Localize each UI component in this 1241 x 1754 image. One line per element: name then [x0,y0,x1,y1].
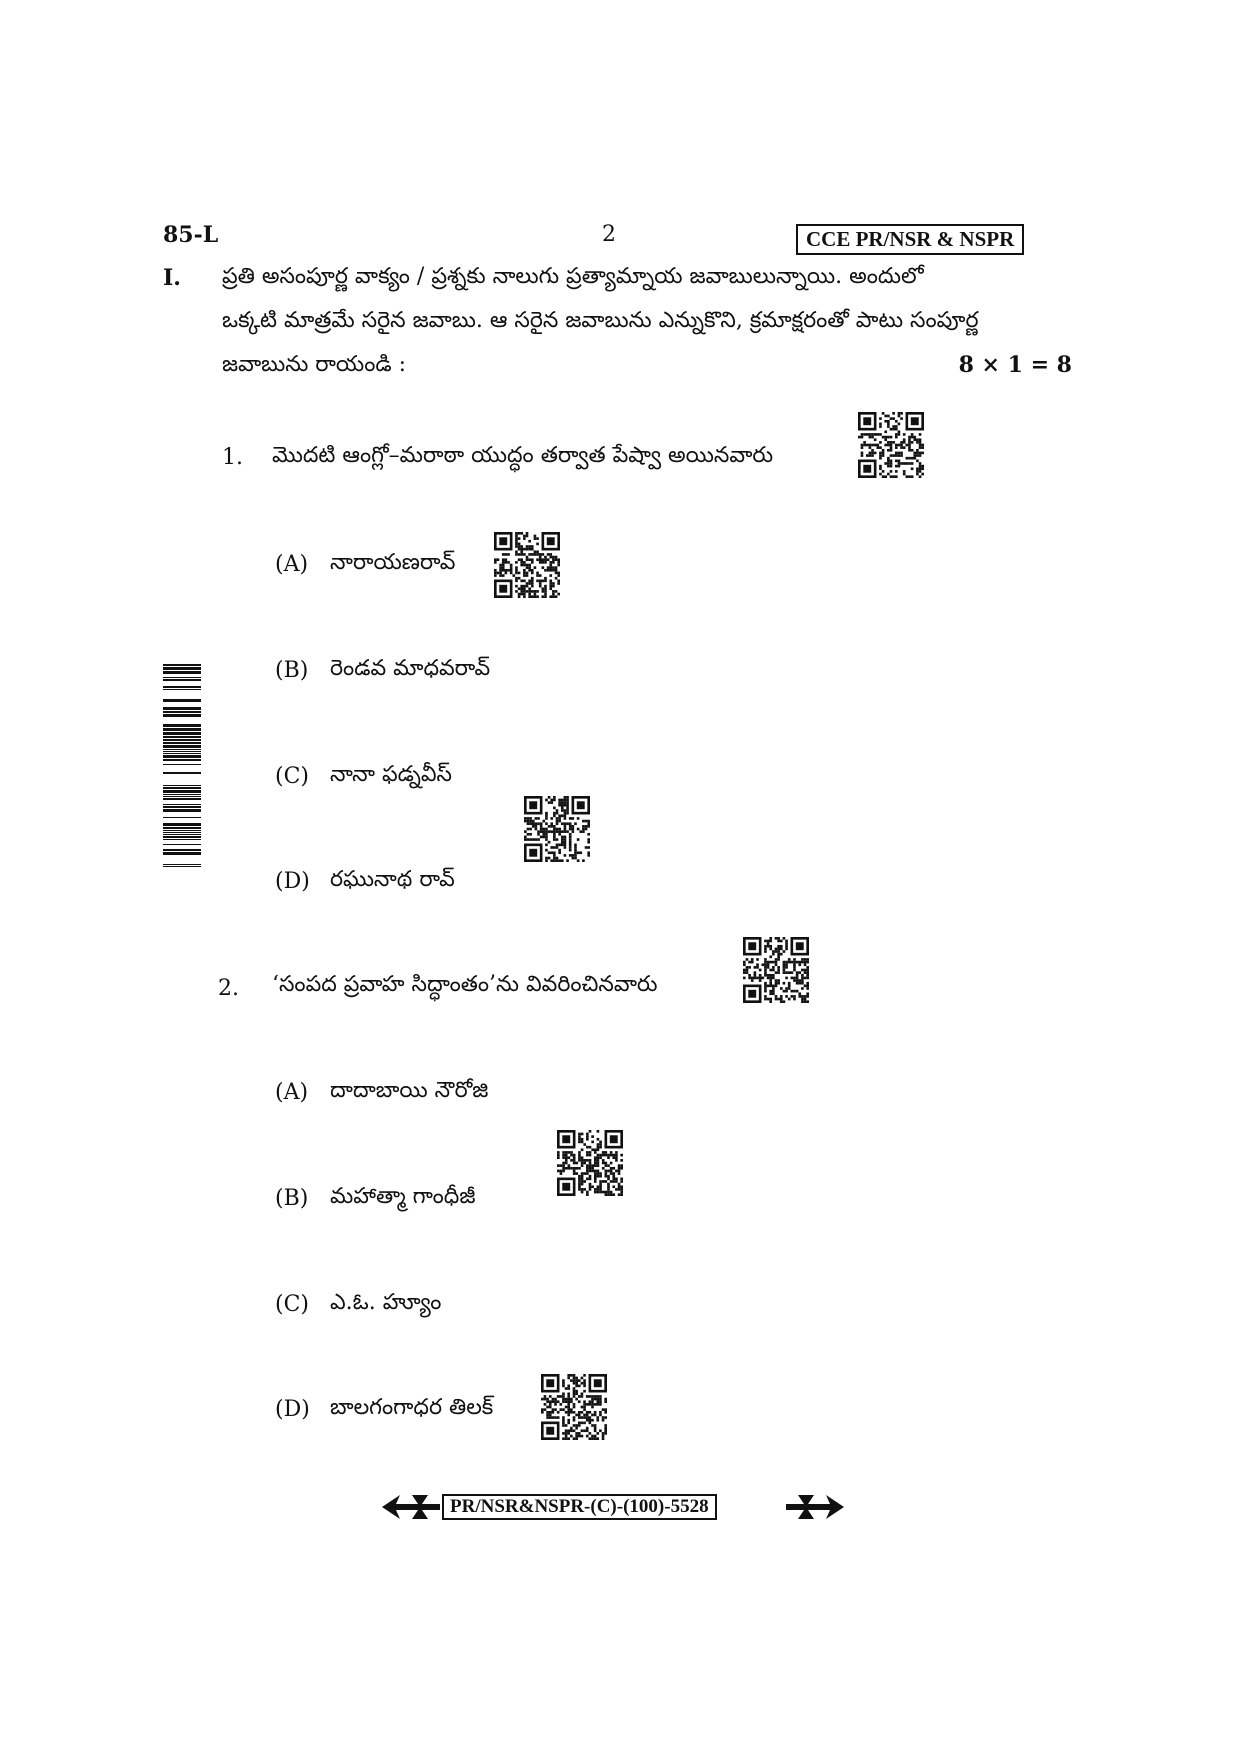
qr-code-icon [557,1130,623,1196]
q1-option-b-text: రెండవ మాధవరావ్ [330,656,491,681]
q2-option-c-letter: (C) [275,1292,309,1317]
q1-option-a-text: నారాయణరావ్ [330,550,456,575]
q2-option-c-text: ఎ.ఓ. హ్యూం [330,1290,442,1315]
paper-code: 85-L [163,222,219,248]
qr-code-icon [494,532,560,598]
arrow-left-icon [382,1492,440,1522]
qr-code-icon [858,412,924,478]
question-2-text: ‘సంపద ప్రవాహ సిద్ధాంతం’ను వివరించినవారు [272,972,658,997]
q2-option-d-text: బాలగంగాధర తిలక్ [330,1395,494,1420]
marks-label: 8 × 1 = 8 [958,352,1072,378]
q2-option-b-letter: (B) [275,1186,309,1211]
barcode-icon [163,662,201,867]
question-2-number: 2. [218,976,239,1001]
instruction-line-3: జవాబును రాయండి : [222,352,407,377]
q1-option-c-letter: (C) [275,764,309,789]
q1-option-d-text: రఘునాథ రావ్ [330,867,455,892]
section-instruction [222,255,1072,387]
q2-option-a-text: దాదాబాయి నౌరోజి [330,1078,489,1103]
instruction-line-1: ప్రతి అసంపూర్ణ వాక్యం / ప్రశ్నకు నాలుగు ప్రత్యామ్నాయ జవాబులున్నాయి. అందులో [222,264,924,289]
exam-title-box: CCE PR/NSR & NSPR [796,224,1024,255]
q1-option-b-letter: (B) [275,658,309,683]
qr-code-icon [541,1374,607,1440]
q2-option-a-letter: (A) [275,1080,309,1105]
question-1-number: 1. [222,445,243,470]
instruction-line-3-row [222,343,1072,387]
section-number: I. [163,265,181,291]
arrow-right-icon [786,1492,844,1522]
instruction-line-2: ఒక్కటి మాత్రమే సరైన జవాబు. ఆ సరైన జవాబును ఎన్నుకొని, క్రమాక్షరంతో పాటు సంపూర్ణ [222,308,979,333]
q2-option-b-text: మహాత్మా గాంధీజీ [330,1184,476,1209]
q1-option-a-letter: (A) [275,552,309,577]
q1-option-d-letter: (D) [275,869,310,894]
question-1-text: మొదటి ఆంగ్లో–మరాఠా యుద్ధం తర్వాత పేష్వా అయినవారు [272,443,774,468]
page-number: 2 [602,222,616,247]
qr-code-icon [743,937,809,1003]
qr-code-icon [524,796,590,862]
footer-code-box: PR/NSR&NSPR-(C)-(100)-5528 [442,1494,717,1520]
q1-option-c-text: నానా ఫడ్నవీస్ [330,762,452,787]
q2-option-d-letter: (D) [275,1397,310,1422]
